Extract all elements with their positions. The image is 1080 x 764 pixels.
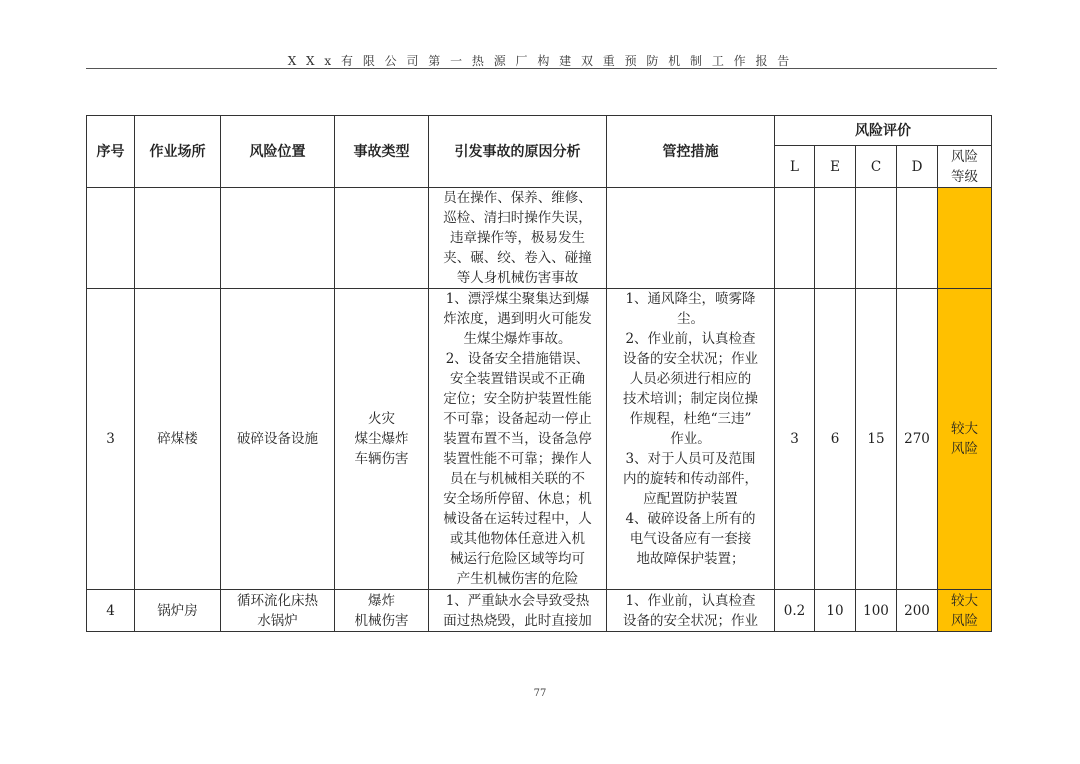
header-control: 管控措施 xyxy=(607,116,775,188)
cell-site: 锅炉房 xyxy=(135,590,221,632)
cell-control: 1、作业前，认真检查 设备的安全状况；作业 xyxy=(607,590,775,632)
cell-risk-level xyxy=(938,188,992,289)
cell-location xyxy=(221,188,335,289)
cell-D xyxy=(897,188,938,289)
cell-no xyxy=(87,188,135,289)
header-accident-type: 事故类型 xyxy=(335,116,429,188)
header-cause: 引发事故的原因分析 xyxy=(429,116,607,188)
cell-accident-type: 爆炸 机械伤害 xyxy=(335,590,429,632)
cell-E xyxy=(815,188,856,289)
cell-no: 3 xyxy=(87,289,135,590)
table-row xyxy=(87,188,992,289)
cell-accident-type xyxy=(335,188,429,289)
page-number: 77 xyxy=(533,688,547,699)
header-row-1 xyxy=(87,116,992,146)
header-divider xyxy=(86,68,997,69)
table-row xyxy=(87,289,992,590)
cell-C: 15 xyxy=(856,289,897,590)
table-row xyxy=(87,590,992,632)
cell-risk-level: 较大 风险 xyxy=(938,289,992,590)
page-header-title: X X x 有 限 公 司 第 一 热 源 厂 构 建 双 重 预 防 机 制 工 作 报 告 xyxy=(287,54,793,68)
risk-assessment-table xyxy=(86,115,992,632)
header-no: 序号 xyxy=(87,116,135,188)
cell-location: 破碎设备设施 xyxy=(221,289,335,590)
cell-D: 270 xyxy=(897,289,938,590)
cell-control: 1、通风降尘，喷雾降 尘。 2、作业前，认真检查 设备的安全状况；作业 人员必须进行相应的 技术培训；制定岗位操 作规程，杜绝“三违” 作业。 3、对于人员可及范围 内的旋转和传动部件， 应配置防护装置 4、破碎设备上所有的 电气设备应有一套接 地故障保护装置； xyxy=(607,289,775,590)
header-location: 风险位置 xyxy=(221,116,335,188)
header-risk-eval: 风险评价 xyxy=(775,116,992,146)
cell-site: 碎煤楼 xyxy=(135,289,221,590)
cell-L xyxy=(775,188,815,289)
cell-cause: 员在操作、保养、维修、 巡检、清扫时操作失误， 违章操作等，极易发生 夹、碾、绞、卷入、碰撞 等人身机械伤害事故 xyxy=(429,188,607,289)
header-C: C xyxy=(856,146,897,188)
cell-no: 4 xyxy=(87,590,135,632)
header-level: 风险 等级 xyxy=(938,146,992,188)
header-site: 作业场所 xyxy=(135,116,221,188)
cell-C: 100 xyxy=(856,590,897,632)
cell-site xyxy=(135,188,221,289)
cell-accident-type: 火灾 煤尘爆炸 车辆伤害 xyxy=(335,289,429,590)
cell-E: 10 xyxy=(815,590,856,632)
cell-control xyxy=(607,188,775,289)
cell-L: 0.2 xyxy=(775,590,815,632)
header-L: L xyxy=(775,146,815,188)
cell-risk-level: 较大 风险 xyxy=(938,590,992,632)
header-E: E xyxy=(815,146,856,188)
cell-cause: 1、严重缺水会导致受热 面过热烧毁，此时直接加 xyxy=(429,590,607,632)
cell-E: 6 xyxy=(815,289,856,590)
cell-L: 3 xyxy=(775,289,815,590)
cell-C xyxy=(856,188,897,289)
cell-D: 200 xyxy=(897,590,938,632)
cell-cause: 1、漂浮煤尘聚集达到爆 炸浓度，遇到明火可能发 生煤尘爆炸事故。 2、设备安全措施错误、 安全装置错误或不正确 定位；安全防护装置性能 不可靠；设备起动一停止 装置布置不当，设备急停 装置性能不可靠；操作人 员在与机械相关联的不 安全场所停留、休息；机 械设备在运转过程中，人 或其他物体任意进入机 械运行危险区域等均可 产生机械伤害的危险 xyxy=(429,289,607,590)
cell-location: 循环流化床热 水锅炉 xyxy=(221,590,335,632)
header-D: D xyxy=(897,146,938,188)
